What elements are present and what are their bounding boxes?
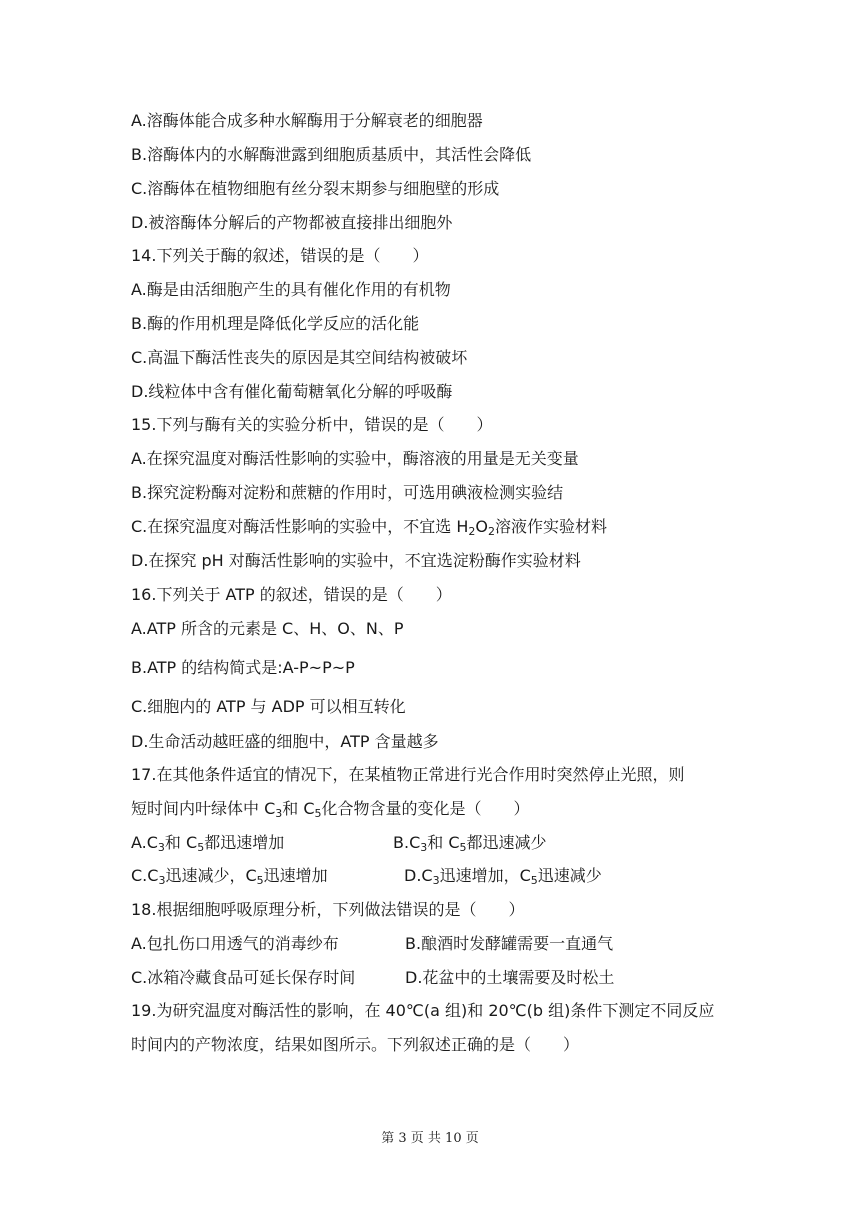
- q13-option-c: C.溶酶体在植物细胞有丝分裂末期参与细胞壁的形成: [131, 179, 500, 198]
- q17-stem-line2: [131, 798, 530, 820]
- q16-option-a: A.ATP 所含的元素是 C、H、O、N、P: [131, 619, 404, 638]
- q17-b-text: 都迅速减少: [466, 833, 547, 852]
- q17-stem-text: 化合物含量的变化是（ ）: [321, 799, 530, 818]
- page-footer: 第 3 页 共 10 页: [381, 1131, 479, 1146]
- q16-option-c: C.细胞内的 ATP 与 ADP 可以相互转化: [131, 697, 406, 716]
- q15-c-text: O: [475, 517, 488, 536]
- q18-stem: 18.根据细胞呼吸原理分析，下列做法错误的是（ ）: [131, 900, 525, 919]
- q17-stem-text: 和 C: [282, 799, 315, 818]
- q18-option-a: A.包扎伤口用透气的消毒纱布: [131, 934, 339, 953]
- q15-option-d: D.在探究 pH 对酶活性影响的实验中，不宜选淀粉酶作实验材料: [131, 551, 581, 570]
- q17-stem-text: 短时间内叶绿体中 C: [131, 799, 276, 818]
- q15-option-c: [131, 516, 607, 538]
- subscript: 2: [468, 525, 476, 538]
- q16-stem: 16.下列关于 ATP 的叙述，错误的是（ ）: [131, 585, 452, 604]
- subscript: 2: [487, 525, 495, 538]
- q17-d-text: 迅速减少: [537, 866, 602, 885]
- q19-stem-line2: 时间内的产物浓度，结果如图所示。下列叙述正确的是（ ）: [131, 1035, 580, 1054]
- q14-option-a: A.酶是由活细胞产生的具有催化作用的有机物: [131, 280, 451, 299]
- q14-stem: 14.下列关于酶的叙述，错误的是（ ）: [131, 246, 429, 265]
- q17-d-text: D.C: [404, 866, 433, 885]
- q19-stem-line1: 19.为研究温度对酶活性的影响，在 40℃(a 组)和 20℃(b 组)条件下测定不同反应: [131, 1001, 715, 1020]
- subscript: 3: [420, 841, 428, 854]
- q17-option-b: [393, 832, 547, 854]
- q14-option-c: C.高温下酶活性丧失的原因是其空间结构被破坏: [131, 348, 468, 367]
- q13-option-a: A.溶酶体能合成多种水解酶用于分解衰老的细胞器: [131, 111, 483, 130]
- q18-option-c: C.冰箱冷藏食品可延长保存时间: [131, 968, 356, 987]
- q17-a-text: 都迅速增加: [204, 833, 285, 852]
- q15-stem: 15.下列与酶有关的实验分析中，错误的是（ ）: [131, 415, 493, 434]
- q17-c-text: C.C: [131, 866, 159, 885]
- subscript: 5: [459, 841, 467, 854]
- subscript: 3: [432, 874, 440, 887]
- subscript: 5: [197, 841, 205, 854]
- q18-option-d: D.花盆中的土壤需要及时松土: [405, 968, 615, 987]
- q13-option-b: B.溶酶体内的水解酶泄露到细胞质基质中，其活性会降低: [131, 145, 532, 164]
- q14-option-b: B.酶的作用机理是降低化学反应的活化能: [131, 314, 420, 333]
- q17-c-text: 迅速增加: [263, 866, 328, 885]
- q15-option-a: A.在探究温度对酶活性影响的实验中，酶溶液的用量是无关变量: [131, 449, 579, 468]
- q17-option-c: [131, 865, 328, 887]
- subscript: 3: [158, 874, 166, 887]
- q17-option-a: [131, 832, 284, 854]
- q18-option-b: B.酿酒时发酵罐需要一直通气: [405, 934, 614, 953]
- q13-option-d: D.被溶酶体分解后的产物都被直接排出细胞外: [131, 213, 453, 232]
- subscript: 3: [157, 841, 165, 854]
- q17-b-text: B.C: [393, 833, 421, 852]
- q17-d-text: 迅速增加，C: [439, 866, 531, 885]
- q17-option-d: [404, 865, 602, 887]
- q14-option-d: D.线粒体中含有催化葡萄糖氧化分解的呼吸酶: [131, 382, 453, 401]
- subscript: 5: [256, 874, 264, 887]
- q17-a-text: 和 C: [164, 833, 198, 852]
- q15-option-b: B.探究淀粉酶对淀粉和蔗糖的作用时，可选用碘液检测实验结: [131, 483, 564, 502]
- q16-option-d: D.生命活动越旺盛的细胞中，ATP 含量越多: [131, 732, 439, 751]
- q16-option-b: B.ATP 的结构简式是:A-P~P~P: [131, 658, 355, 677]
- q17-c-text: 迅速减少，C: [165, 866, 257, 885]
- q17-a-text: A.C: [131, 833, 158, 852]
- q15-c-text: 溶液作实验材料: [494, 517, 607, 536]
- q17-stem-line1: 17.在其他条件适宜的情况下，在某植物正常进行光合作用时突然停止光照，则: [131, 765, 685, 784]
- q15-c-text: C.在探究温度对酶活性影响的实验中，不宜选 H: [131, 517, 469, 536]
- subscript: 5: [530, 874, 538, 887]
- subscript: 5: [314, 807, 322, 820]
- subscript: 3: [275, 807, 283, 820]
- q17-b-text: 和 C: [427, 833, 460, 852]
